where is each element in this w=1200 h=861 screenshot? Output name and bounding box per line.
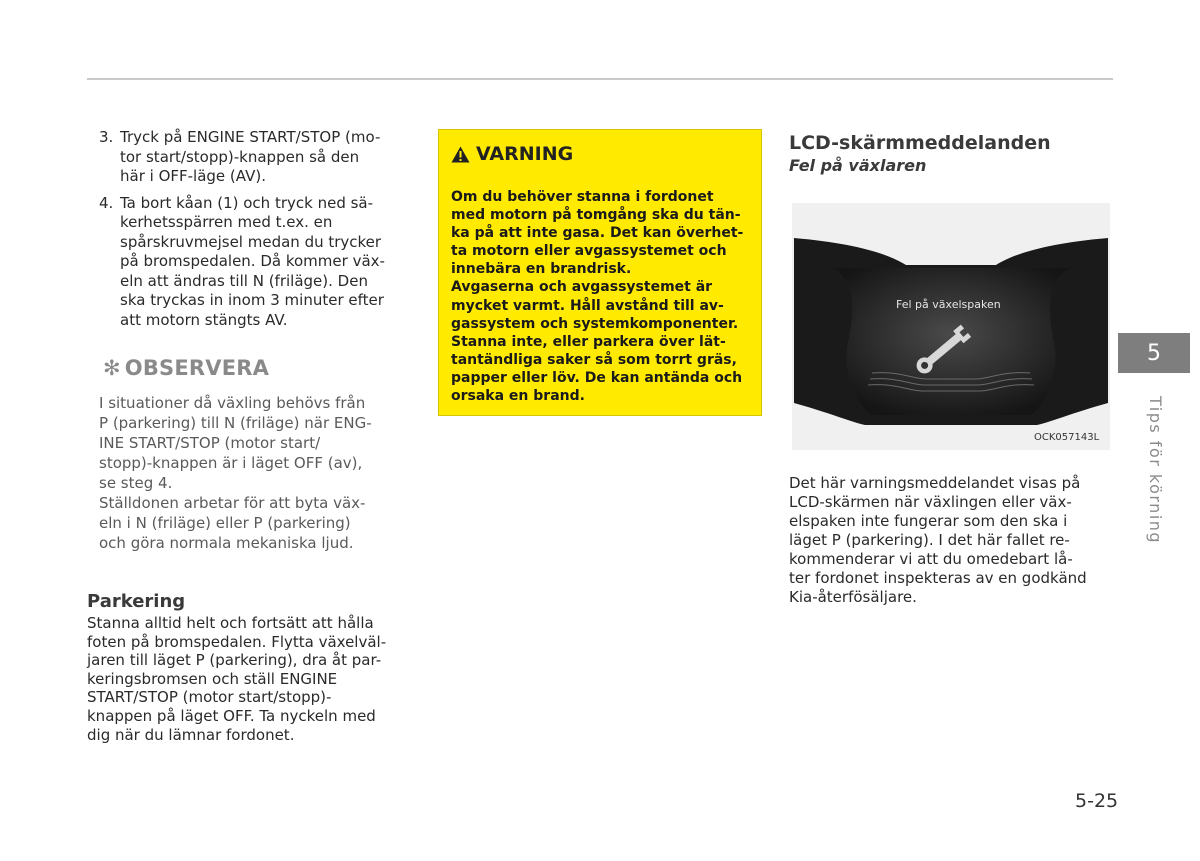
text-line: Ställdonen arbetar för att byta väx- xyxy=(99,494,366,512)
text-line: och göra normala mekaniska ljud. xyxy=(99,534,354,552)
observera-title: OBSERVERA xyxy=(124,356,270,380)
text-line: mycket varmt. Håll avstånd till av- xyxy=(451,297,724,314)
text-line: jaren till läget P (parkering), dra åt par- xyxy=(87,651,382,670)
chapter-tab xyxy=(1118,333,1190,373)
step-3 xyxy=(87,128,411,187)
text-line: läget P (parkering). I det här fallet re- xyxy=(789,531,1070,549)
page-number: 5-25 xyxy=(1075,790,1119,812)
text-line: här i OFF-läge (AV). xyxy=(120,167,266,185)
observera-body xyxy=(99,393,411,553)
lcd-screen-message: Fel på växelspaken xyxy=(896,298,1001,311)
text-line: Kia-återfösäljare. xyxy=(789,588,917,606)
text-line: ter fordonet inspekteras av en godkänd xyxy=(789,569,1087,587)
warning-heading xyxy=(451,143,749,165)
text-line: knappen på läget OFF. Ta nyckeln med xyxy=(87,706,376,725)
parkering-heading: Parkering xyxy=(87,591,186,612)
text-line: med motorn på tomgång ska du tän- xyxy=(451,207,741,224)
text-line: ta motorn eller avgassystemet och xyxy=(451,243,727,260)
text-line: kerhetsspärren med t.ex. en xyxy=(120,213,333,231)
step-text xyxy=(120,128,411,187)
text-line: ka på att inte gasa. Det kan överhet- xyxy=(451,225,744,242)
lcd-screen-graphic xyxy=(792,203,1110,450)
text-line: Stanna inte, eller parkera över lät- xyxy=(451,333,726,350)
warning-box xyxy=(438,129,762,416)
note-icon: ✻ xyxy=(103,356,121,380)
text-line: P (parkering) till N (friläge) när ENG- xyxy=(99,414,372,432)
text-line: Det här varningsmeddelandet visas på xyxy=(789,474,1081,492)
text-line: gassystem och systemkomponenter. xyxy=(451,315,739,332)
text-line: Tryck på ENGINE START/STOP (mo- xyxy=(120,128,381,146)
step-4 xyxy=(87,194,411,331)
text-line: foten på bromspedalen. Flytta växelväl- xyxy=(87,632,387,651)
text-line: Stanna alltid helt och fortsätt att hålla xyxy=(87,614,374,632)
step-text xyxy=(120,194,411,331)
text-line: LCD-skärmen när växlingen eller väx- xyxy=(789,493,1072,511)
warning-triangle-icon xyxy=(451,146,470,163)
text-line: INE START/STOP (motor start/ xyxy=(99,434,321,452)
step-number: 3. xyxy=(99,128,114,146)
text-line: dig när du lämnar fordonet. xyxy=(87,725,295,744)
text-line: ska tryckas in inom 3 minuter efter xyxy=(120,291,384,309)
lcd-section-subtitle: Fel på växlaren xyxy=(789,156,927,175)
text-line: tor start/stopp)-knappen så den xyxy=(120,147,360,166)
parkering-body xyxy=(87,614,411,744)
text-line: att motorn stängts AV. xyxy=(120,310,288,329)
lcd-section-title: LCD-skärmmeddelanden xyxy=(789,132,1051,154)
text-line: Avgaserna och avgassystemet är xyxy=(451,279,713,296)
text-line: innebära en brandrisk. xyxy=(451,261,632,278)
text-line: stopp)-knappen är i läget OFF (av), xyxy=(99,454,363,472)
text-line: kommenderar vi att du omedebart lå- xyxy=(789,550,1073,568)
lcd-illustration xyxy=(792,203,1110,450)
text-line: spårskruvmejsel medan du trycker xyxy=(120,232,382,251)
right-column xyxy=(789,132,1113,175)
figure-caption: OCK057143L xyxy=(1034,432,1100,443)
text-line: se steg 4. xyxy=(99,474,173,492)
chapter-label: Tips för körning xyxy=(1146,396,1165,545)
text-line: orsaka en brand. xyxy=(451,388,585,405)
text-line: papper eller löv. De kan antända och xyxy=(451,369,743,386)
text-line: Om du behöver stanna i fordonet xyxy=(451,189,714,205)
text-line: Ta bort kåan (1) och tryck ned sä- xyxy=(120,193,374,212)
left-column xyxy=(87,128,411,744)
step-number: 4. xyxy=(99,193,114,212)
observera-heading xyxy=(103,356,411,380)
top-divider xyxy=(87,78,1113,80)
text-line: eln i N (friläge) eller P (parkering) xyxy=(99,514,351,532)
warning-title: VARNING xyxy=(476,143,574,165)
text-line: elspaken inte fungerar som den ska i xyxy=(789,512,1068,530)
text-line: START/STOP (motor start/stopp)- xyxy=(87,688,332,707)
text-line: keringsbromsen och ställ ENGINE xyxy=(87,669,338,688)
chapter-number: 5 xyxy=(1147,340,1161,366)
warning-body xyxy=(451,188,749,405)
lcd-description xyxy=(789,474,1113,607)
text-line: eln att ändras till N (friläge). Den xyxy=(120,271,368,290)
text-line: tantändliga saker så som torrt gräs, xyxy=(451,351,737,368)
text-line: I situationer då växling behövs från xyxy=(99,394,366,412)
text-line: på bromspedalen. Då kommer väx- xyxy=(120,252,385,270)
